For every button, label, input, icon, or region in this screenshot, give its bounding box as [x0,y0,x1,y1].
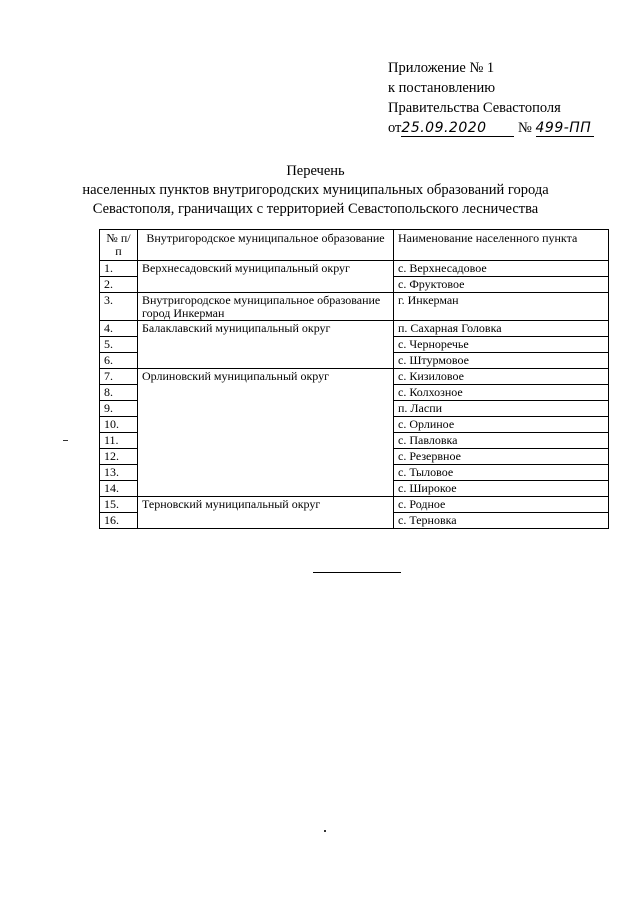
row-number: 2. [100,277,138,293]
document-title [0,162,631,219]
title-line-3: Севастополя, граничащих с территорией Севастопольского лесничества [92,201,539,217]
settlements-table [99,229,609,529]
table-row [100,513,609,529]
appendix-block [388,58,594,138]
row-settlement: с. Колхозное [394,385,609,401]
row-number: 14. [100,481,138,497]
row-settlement: с. Черноречье [394,337,609,353]
header-num: № п/п [100,230,138,261]
table-row [100,497,609,513]
from-label: от [388,120,402,136]
row-number: 10. [100,417,138,433]
row-settlement: п. Ласпи [394,401,609,417]
handwritten-date: 25.09.2020 [401,120,487,136]
row-municipality [138,481,394,497]
row-number: 13. [100,465,138,481]
row-settlement: с. Фруктовое [394,277,609,293]
stray-dot [324,830,326,832]
row-municipality [138,401,394,417]
row-number: 6. [100,353,138,369]
table-row [100,337,609,353]
header-municipality: Внутригородское муниципальное образование [138,230,394,261]
row-number: 11. [100,433,138,449]
table-row [100,433,609,449]
row-municipality: Орлиновский муниципальный округ [138,369,394,385]
appendix-government: Правительства Севастополя [388,100,561,116]
table-row [100,369,609,385]
number-field [536,121,594,137]
date-field [401,121,514,137]
row-settlement: с. Кизиловое [394,369,609,385]
handwritten-number: 499-ПП [535,120,592,136]
table-row [100,465,609,481]
table-row [100,401,609,417]
row-number: 16. [100,513,138,529]
row-settlement: с. Штурмовое [394,353,609,369]
row-municipality [138,513,394,529]
table-row [100,449,609,465]
appendix-title: Приложение № 1 [388,60,495,76]
row-settlement: с. Широкое [394,481,609,497]
row-settlement: с. Верхнесадовое [394,261,609,277]
row-number: 15. [100,497,138,513]
table-row [100,293,609,321]
table-row [100,321,609,337]
row-municipality [138,385,394,401]
row-municipality: Балаклавский муниципальный округ [138,321,394,337]
row-number: 4. [100,321,138,337]
row-number: 12. [100,449,138,465]
header-settlement: Наименование населенного пункта [394,230,609,261]
row-settlement: г. Инкерман [394,293,609,321]
appendix-resolution-ref: к постановлению [388,80,496,96]
row-municipality [138,337,394,353]
appendix-date-number-line [388,118,594,138]
row-municipality [138,449,394,465]
row-number: 3. [100,293,138,321]
row-settlement: с. Резервное [394,449,609,465]
end-divider [313,572,401,573]
table-body [100,261,609,529]
table-header-row [100,230,609,261]
row-municipality: Терновский муниципальный округ [138,497,394,513]
row-number: 5. [100,337,138,353]
table-row [100,277,609,293]
table-row [100,353,609,369]
row-number: 7. [100,369,138,385]
row-settlement: с. Родное [394,497,609,513]
number-label: № [518,120,532,136]
row-municipality [138,277,394,293]
title-line-1: Перечень [286,163,345,179]
row-number: 8. [100,385,138,401]
table-row [100,481,609,497]
margin-mark [63,440,68,441]
row-number: 1. [100,261,138,277]
row-municipality [138,465,394,481]
row-number: 9. [100,401,138,417]
table-row [100,417,609,433]
row-settlement: с. Терновка [394,513,609,529]
table-row [100,385,609,401]
row-settlement: п. Сахарная Головка [394,321,609,337]
row-settlement: с. Павловка [394,433,609,449]
row-settlement: с. Тыловое [394,465,609,481]
title-line-2: населенных пунктов внутригородских муниципальных образований города [82,182,549,198]
row-municipality: Верхнесадовский муниципальный округ [138,261,394,277]
row-municipality [138,433,394,449]
table-row [100,261,609,277]
row-municipality [138,353,394,369]
row-municipality: Внутригородское муниципальное образование город Инкерман [138,293,394,321]
row-municipality [138,417,394,433]
row-settlement: с. Орлиное [394,417,609,433]
